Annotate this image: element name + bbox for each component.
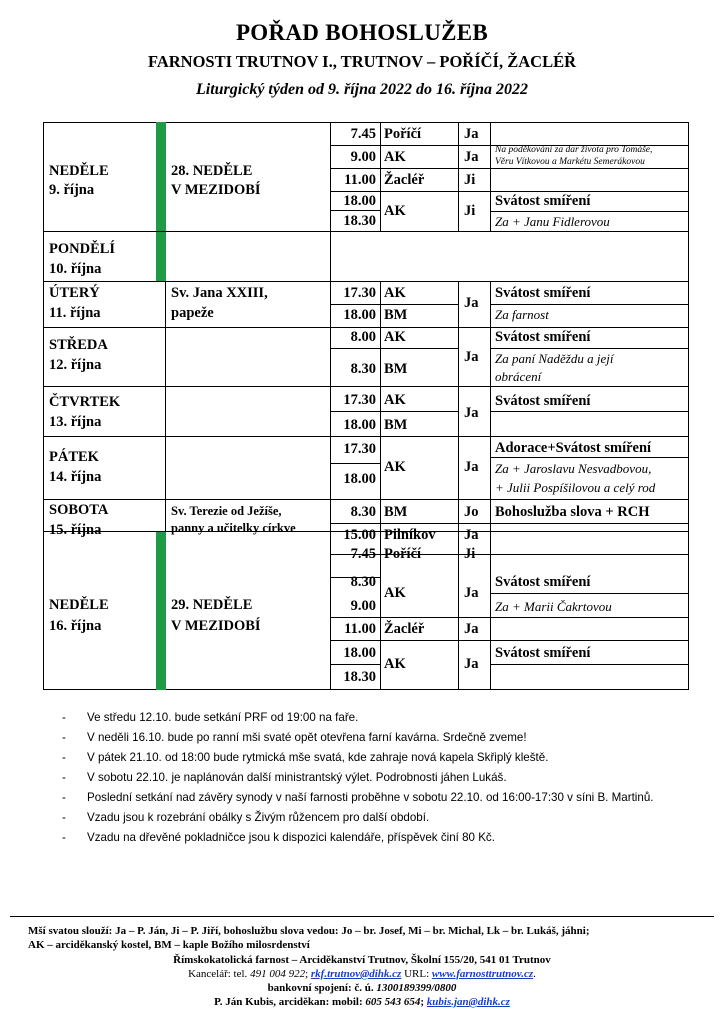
mass-time: 18.00 [343, 307, 376, 323]
celebrant: Ji [464, 172, 476, 188]
day-separator [43, 231, 689, 232]
day-name: STŘEDA [49, 337, 108, 353]
footer-legend: AK – arciděkanský kostel, BM – kaple Božího milosrdenství [28, 939, 310, 951]
mass-place: Poříčí [384, 546, 422, 562]
priest-mobile: 605 543 654 [365, 996, 421, 1008]
footer-divider [10, 916, 714, 917]
mass-time: 17.30 [343, 441, 376, 457]
mass-intention: obrácení [495, 369, 542, 384]
mass-intention: + Julii Pospíšilovou a celý rod [495, 480, 656, 495]
mass-place: AK [384, 459, 406, 475]
mass-time: 7.45 [350, 546, 376, 562]
mass-place: BM [384, 417, 408, 433]
mass-place: BM [384, 307, 408, 323]
mass-intention: Věru Vítkovou a Markétu Semerákovou [495, 157, 645, 167]
schedule-table [43, 122, 689, 690]
row-line [330, 463, 380, 464]
column-line [380, 281, 381, 690]
celebrant: Jo [464, 504, 479, 520]
table-border [688, 122, 689, 690]
column-line [458, 122, 459, 231]
feast-name: Sv. Terezie od Ježíše, [171, 504, 282, 518]
day-name: PÁTEK [49, 449, 99, 465]
mass-note: Adorace+Svátost smíření [495, 440, 652, 456]
table-border [43, 122, 44, 690]
column-line [490, 122, 491, 231]
row-line [330, 304, 458, 305]
row-line [330, 523, 689, 524]
mass-note: Svátost smíření [495, 574, 591, 590]
row-line [490, 411, 689, 412]
mass-place: AK [384, 285, 406, 301]
bank-account: 1300189399/0800 [376, 982, 457, 994]
mass-time: 18.00 [343, 193, 376, 209]
table-border [43, 122, 689, 123]
day-separator [43, 386, 689, 387]
announcement-item: - Vzadu jsou k rozebrání obálky s Živým růžencem pro další období. [62, 808, 692, 828]
url-label: URL: [404, 968, 430, 980]
celebrant: Ja [464, 585, 479, 601]
mass-time: 17.30 [343, 392, 376, 408]
mass-place: Žacléř [384, 621, 425, 637]
mass-place: AK [384, 329, 406, 345]
day-date: 12. října [49, 357, 102, 373]
priest-label: P. Ján Kubis, arciděkan: mobil: [214, 996, 363, 1008]
mass-note: Svátost smíření [495, 645, 591, 661]
mass-time: 18.00 [343, 417, 376, 433]
column-line [380, 122, 381, 231]
celebrant: Ja [464, 149, 479, 165]
day-date: 15. října [49, 522, 102, 538]
mass-time: 18.30 [343, 213, 376, 229]
office-email-link[interactable]: rkf.trutnov@dihk.cz [310, 968, 402, 980]
row-line [490, 664, 689, 665]
mass-time: 8.30 [350, 504, 376, 520]
mass-time: 8.00 [350, 329, 376, 345]
day-name: ÚTERÝ [49, 285, 100, 301]
mass-time: 8.30 [350, 361, 376, 377]
day-name: NEDĚLE [49, 163, 109, 179]
mass-note: Svátost smíření [495, 193, 591, 209]
mass-time: 7.45 [350, 126, 376, 142]
mass-place: BM [384, 504, 408, 520]
day-date: 14. října [49, 469, 102, 485]
footer-office: Kancelář: tel. 491 004 922; rkf.trutnov@dihk.cz URL: www.farnosttrutnov.cz. [188, 968, 536, 980]
row-line [330, 168, 689, 169]
announcement-item: - V sobotu 22.10. je naplánován další ministrantský výlet. Podrobnosti jáhen Lukáš. [62, 768, 692, 788]
mass-intention: Za paní Naděždu a její [495, 351, 614, 366]
column-line [490, 281, 491, 690]
row-line [490, 593, 689, 594]
row-line [330, 210, 380, 211]
column-line [458, 281, 459, 690]
website-link[interactable]: www.farnosttrutnov.cz [431, 968, 534, 980]
announcement-item: - Poslední setkání nad závěry synody v naší farnosti proběhne v sobotu 22.10. od 16:00-17:30 v síni B. Martinů. [62, 788, 692, 808]
feast-name: panny a učitelky církve [171, 521, 296, 535]
day-name: ČTVRTEK [49, 394, 121, 410]
mass-place: BM [384, 361, 408, 377]
mass-place: AK [384, 585, 406, 601]
mass-place: Pilníkov [384, 527, 436, 543]
day-date: 11. října [49, 305, 101, 321]
announcements-list [62, 708, 692, 848]
day-separator [43, 281, 689, 282]
announcement-item: - V neděli 16.10. bude po ranní mši svaté opět otevřena farní kavárna. Srdečně zveme! [62, 728, 692, 748]
celebrant: Ja [464, 527, 479, 543]
row-line [330, 617, 689, 618]
mass-intention: Na poděkování za dar života pro Tomáše, [495, 145, 653, 155]
celebrant: Ja [464, 349, 479, 365]
mass-time: 9.00 [350, 149, 376, 165]
mass-time: 15.00 [343, 527, 376, 543]
mass-place: AK [384, 149, 406, 165]
row-line [330, 664, 380, 665]
mass-time: 17.30 [343, 285, 376, 301]
mass-time: 18.00 [343, 471, 376, 487]
day-separator [43, 499, 689, 500]
row-line [330, 348, 458, 349]
announcement-item: - Vzadu na dřevěné pokladničce jsou k dispozici kalendáře, příspěvek činí 80 Kč. [62, 828, 692, 848]
day-date: 9. října [49, 182, 95, 198]
celebrant: Ji [464, 203, 476, 219]
celebrant: Ja [464, 656, 479, 672]
feast-name: 28. NEDĚLE [171, 163, 253, 179]
mass-note: Svátost smíření [495, 393, 591, 409]
footer-legend: Mší svatou slouží: Ja – P. Ján, Ji – P. Jiří, bohoslužbu slova vedou: Jo – br. Josef, Mi – br. Michal, Lk – br. Lukáš, jáhni; [28, 925, 590, 937]
row-line [490, 348, 689, 349]
mass-time: 18.00 [343, 645, 376, 661]
mass-time: 11.00 [344, 172, 376, 188]
feast-name: V MEZIDOBÍ [171, 182, 261, 198]
mass-intention: Za + Marii Čakrtovou [495, 599, 612, 614]
mass-place: AK [384, 203, 406, 219]
green-liturgical-bar [156, 531, 166, 690]
celebrant: Ja [464, 405, 479, 421]
column-line [330, 122, 331, 690]
feast-name: papeže [171, 305, 214, 321]
parish-subtitle: FARNOSTI TRUTNOV I., TRUTNOV – POŘÍČÍ, ŽACLÉŘ [147, 52, 576, 71]
row-line [490, 304, 689, 305]
footer-bank [0, 981, 724, 996]
day-name: PONDĚLÍ [49, 241, 116, 257]
footer-address: Římskokatolická farnost – Arciděkanství Trutnov, Školní 155/20, 541 01 Trutnov [173, 954, 551, 966]
day-date: 16. října [49, 618, 102, 634]
footer-priest: P. Ján Kubis, arciděkan: mobil: 605 543 654; kubis.jan@dihk.cz [214, 996, 510, 1008]
celebrant: Ja [464, 295, 479, 311]
day-name: NEDĚLE [49, 597, 109, 613]
office-phone: 491 004 922 [250, 968, 306, 980]
priest-email-link[interactable]: kubis.jan@dihk.cz [426, 996, 510, 1008]
mass-time: 18.30 [343, 669, 376, 685]
mass-intention: Za + Janu Fidlerovou [495, 214, 610, 229]
celebrant: Ja [464, 621, 479, 637]
announcement-item: - Ve středu 12.10. bude setkání PRF od 19:00 na faře. [62, 708, 692, 728]
day-date: 13. října [49, 414, 102, 430]
day-separator [43, 436, 689, 437]
mass-note: Bohoslužba slova + RCH [495, 504, 650, 520]
mass-place: Poříčí [384, 126, 422, 142]
feast-name: 29. NEDĚLE [171, 597, 253, 613]
row-line [490, 457, 689, 458]
mass-intention: Za + Jaroslavu Nesvadbovou, [495, 461, 652, 476]
day-name: SOBOTA [49, 502, 109, 518]
week-range: Liturgický týden od 9. října 2022 do 16. října 2022 [195, 81, 528, 98]
mass-time: 9.00 [350, 598, 376, 614]
mass-place: AK [384, 392, 406, 408]
bank-label: bankovní spojení: č. ú. [267, 982, 374, 994]
page-title: POŘAD BOHOSLUŽEB [235, 20, 489, 45]
green-liturgical-bar [156, 122, 166, 281]
day-date: 10. října [49, 261, 102, 277]
row-line [330, 411, 458, 412]
announcement-item: - V pátek 21.10. od 18:00 bude rytmická mše svatá, kde zahraje nová kapela Skřiplý kleště. [62, 748, 692, 768]
mass-intention: Za farnost [495, 307, 549, 322]
mass-note: Svátost smíření [495, 285, 591, 301]
office-label: Kancelář: tel. [188, 968, 248, 980]
mass-time: 8.30 [350, 574, 376, 590]
mass-note: Svátost smíření [495, 329, 591, 345]
celebrant: Ja [464, 126, 479, 142]
celebrant: Ji [464, 546, 476, 562]
feast-name: V MEZIDOBÍ [171, 618, 261, 634]
mass-place: AK [384, 656, 406, 672]
table-border [43, 689, 689, 690]
mass-time: 11.00 [344, 621, 376, 637]
celebrant: Ja [464, 459, 479, 475]
row-line [490, 211, 689, 212]
mass-place: Žacléř [384, 172, 425, 188]
feast-name: Sv. Jana XXIII, [171, 285, 268, 301]
row-line [330, 640, 689, 641]
